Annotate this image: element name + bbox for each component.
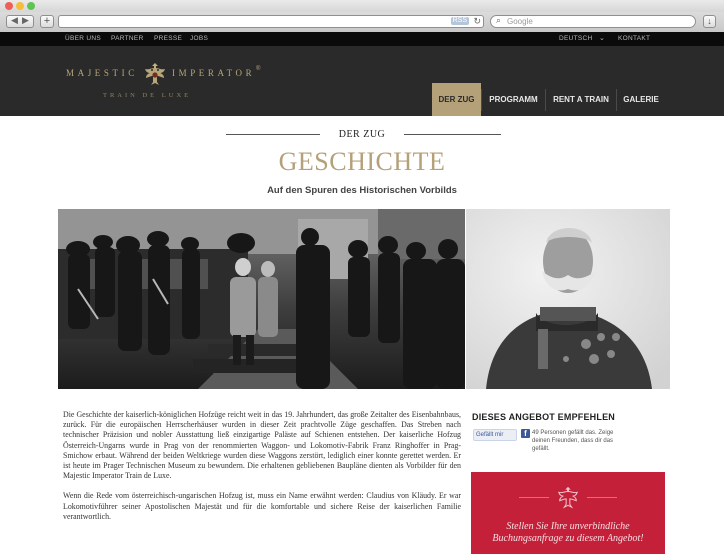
like-count-text: 49 Personen gefällt das. Zeige deinen Freunden, dass dir das gefällt.: [532, 430, 614, 452]
forward-arrow-icon[interactable]: ▶: [22, 15, 29, 25]
promo-rule-right: [587, 497, 617, 498]
booking-promo[interactable]: [471, 472, 665, 554]
promo-text[interactable]: Stellen Sie Ihre unverbindliche Buchungsanfrage zu diesem Angebot!: [492, 521, 644, 544]
registered-mark: ®: [256, 66, 261, 72]
topbar-link-kontakt[interactable]: KONTAKT: [618, 35, 651, 42]
nav-item-galerie[interactable]: GALERIE: [623, 95, 659, 104]
address-bar[interactable]: [58, 15, 484, 28]
new-tab-button[interactable]: +: [40, 15, 54, 28]
double-eagle-crest-icon: [143, 61, 167, 87]
topbar-link-presse[interactable]: PRESSE: [154, 35, 183, 42]
facebook-like-button[interactable]: [473, 429, 517, 441]
logo-subtitle: TRAIN DE LUXE: [103, 92, 192, 99]
article-body: [63, 410, 461, 532]
nav-item-rent-a-train[interactable]: RENT A TRAIN: [553, 95, 609, 104]
site-topbar: [0, 32, 724, 46]
page-title: GESCHICHTE: [278, 147, 446, 176]
zoom-window-button[interactable]: [27, 2, 35, 10]
article-paragraph: Die Geschichte der kaiserlich-königlichen Hofzüge reicht weit in das 19. Jahrhundert, das große Zeitalter des Eisenbahnbaus, zurück. Für die europäischen Herrscherhäuser wurden in dieser Zeit prachtvolle Züge geschaffen. Das Streben nach technischer Präzision und nobler Ausstattung ließ einzigartige Paläste auf Schienen entstehen. Der kaiserliche Hofzug Österreich-Ungarns wurde in Prag von der renommierten Waggon- und Lokomotiv-Fabrik Franz Ringhoffer in Prag-Smichow erbaut. Während der beiden Weltkriege wurden diese Waggons zerstört, lediglich einer konnte gerettet werden. Er ist heute im Prager Technischen Museum zu bewundern. Die erhaltenen gebliebenen Baupläne dienten als Vorbilder für den Majestic Imperator Train de Luxe.: [63, 410, 461, 481]
nav-item-programm[interactable]: PROGRAMM: [489, 95, 538, 104]
reload-icon[interactable]: ↻: [473, 16, 481, 26]
site-header: [0, 46, 724, 116]
search-icon: ⌕: [496, 15, 502, 25]
search-field[interactable]: [490, 15, 696, 28]
double-eagle-crest-icon: [556, 485, 580, 509]
historic-train-photo: [58, 209, 465, 389]
share-heading: DIESES ANGEBOT EMPFEHLEN: [472, 412, 615, 422]
logo-text-left: MAJESTIC: [66, 68, 138, 78]
heading-rule-left: [226, 134, 320, 135]
rss-badge[interactable]: RSS: [452, 17, 467, 24]
logo-text-right: IMPERATOR: [172, 68, 256, 78]
search-placeholder: Google: [507, 17, 533, 26]
close-window-button[interactable]: [5, 2, 13, 10]
promo-rule-left: [519, 497, 549, 498]
downloads-icon[interactable]: ↓: [703, 15, 716, 28]
article-paragraph: Wenn die Rede vom österreichisch-ungarischen Hofzug ist, muss ein Name erwähnt werden: Claudius von Kläudy. Er war Lokomotivführer seiner Apostolischen Majestät und für die komfortable und sichere Reise der kaiserlichen Familie verantwortlich.: [63, 491, 461, 521]
browser-toolbar: [0, 12, 724, 33]
topbar-link-ueber-uns[interactable]: ÜBER UNS: [65, 35, 101, 42]
page-subtitle: Auf den Spuren des Historischen Vorbilds: [267, 185, 457, 196]
window-titlebar: [0, 0, 724, 12]
back-forward-buttons[interactable]: [6, 15, 34, 28]
facebook-icon: f: [521, 429, 530, 438]
chevron-down-icon[interactable]: ⌄: [599, 35, 606, 42]
back-arrow-icon[interactable]: ◀: [11, 15, 18, 25]
portrait-photo: [466, 209, 670, 389]
like-label: Gefällt mir: [476, 432, 504, 438]
heading-rule-right: [404, 134, 501, 135]
language-selector[interactable]: DEUTSCH: [559, 35, 593, 42]
nav-item-der-zug[interactable]: DER ZUG: [432, 83, 481, 116]
section-kicker: DER ZUG: [338, 129, 386, 140]
topbar-link-partner[interactable]: PARTNER: [111, 35, 144, 42]
topbar-link-jobs[interactable]: JOBS: [190, 35, 209, 42]
minimize-window-button[interactable]: [16, 2, 24, 10]
